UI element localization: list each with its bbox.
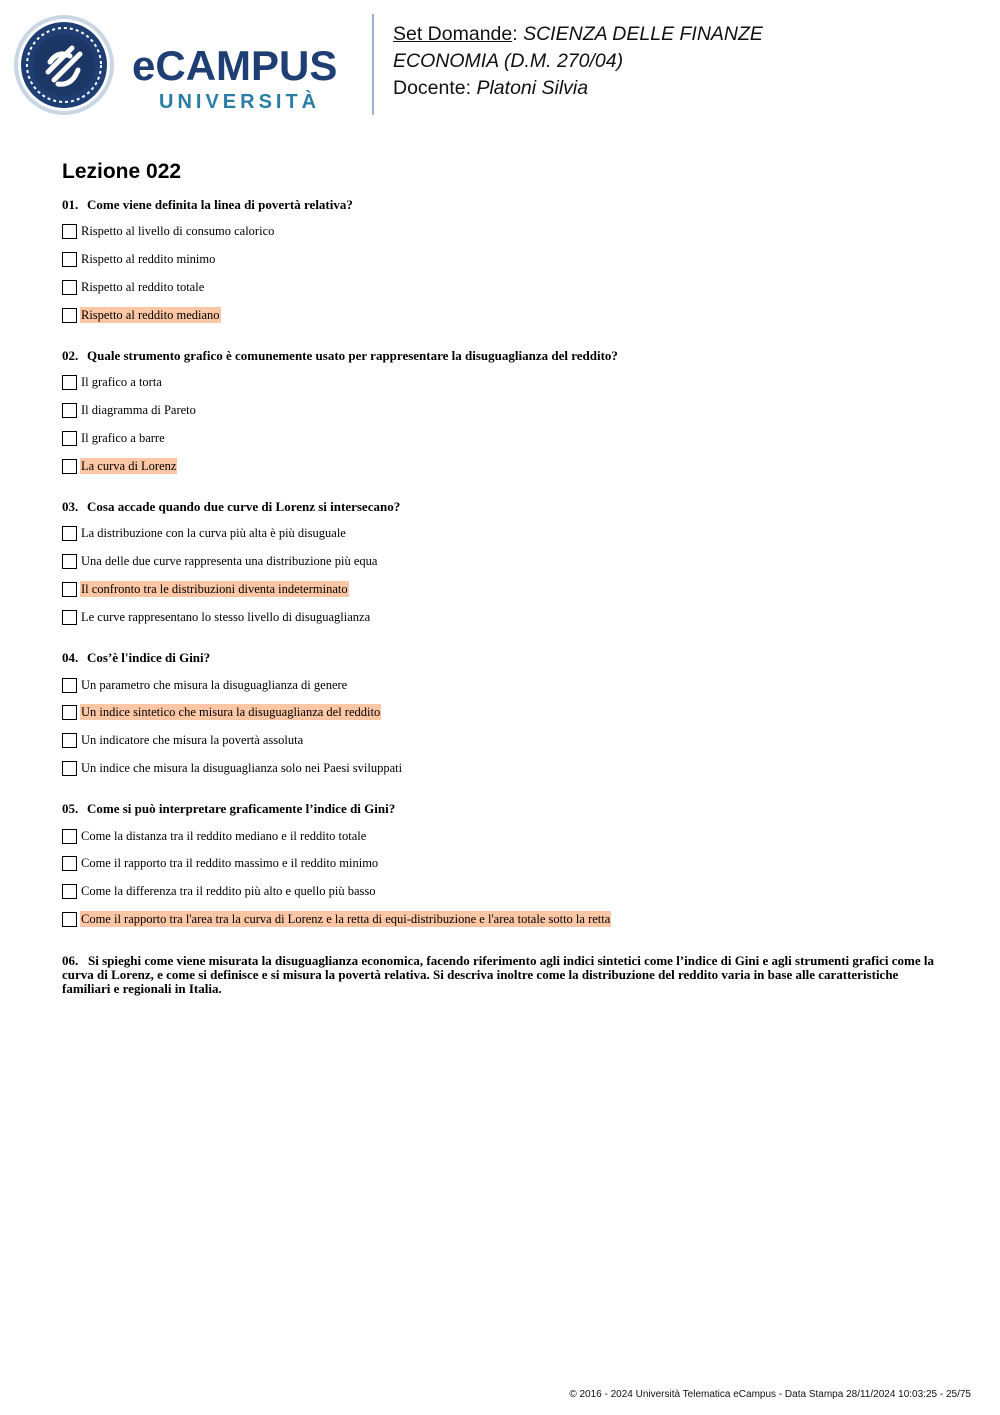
- option-4-1[interactable]: [62, 677, 348, 693]
- checkbox[interactable]: [62, 884, 77, 899]
- checkbox[interactable]: [62, 705, 77, 720]
- option-label: Come il rapporto tra l'area tra la curva di Lorenz e la retta di equi-distribuzione e l'area totale sotto la retta: [81, 912, 611, 926]
- option-label: Come la differenza tra il reddito più alto e quello più basso: [81, 884, 376, 898]
- ecampus-logo: [14, 14, 359, 116]
- checkbox[interactable]: [62, 403, 77, 418]
- ecampus-seal-icon: [14, 14, 359, 116]
- logo-wordmark: eCAMPUS: [132, 42, 338, 89]
- question-number: 01.: [62, 197, 79, 212]
- question-text: Cosa accade quando due curve di Lorenz si intersecano?: [87, 499, 401, 514]
- question-text: Come viene definita la linea di povertà relativa?: [87, 197, 353, 212]
- checkbox[interactable]: [62, 431, 77, 446]
- option-2-3[interactable]: [62, 430, 166, 446]
- option-3-1[interactable]: [62, 525, 347, 541]
- checkbox[interactable]: [62, 733, 77, 748]
- question-5: [62, 802, 395, 816]
- course-line-2: ECONOMIA (D.M. 270/04): [393, 50, 624, 72]
- option-label: Il grafico a barre: [81, 431, 165, 445]
- checkbox[interactable]: [62, 252, 77, 267]
- option-label: La curva di Lorenz: [81, 459, 177, 473]
- header-info: [393, 21, 763, 102]
- set-separator: :: [512, 23, 524, 45]
- option-2-2[interactable]: [62, 402, 197, 418]
- teacher-line: [393, 75, 763, 102]
- question-number: 04.: [62, 650, 79, 665]
- option-label: Rispetto al reddito totale: [81, 280, 205, 294]
- option-label: La distribuzione con la curva più alta è più disuguale: [81, 526, 346, 540]
- checkbox[interactable]: [62, 856, 77, 871]
- option-4-4[interactable]: [62, 760, 403, 776]
- checkbox[interactable]: [62, 375, 77, 390]
- teacher-label: Docente:: [393, 77, 477, 99]
- question-number: 02.: [62, 348, 79, 363]
- checkbox[interactable]: [62, 280, 77, 295]
- question-number: 05.: [62, 801, 79, 816]
- option-label: Il grafico a torta: [81, 375, 162, 389]
- option-5-2[interactable]: [62, 855, 379, 871]
- checkbox[interactable]: [62, 554, 77, 569]
- option-2-4-correct[interactable]: [62, 458, 177, 474]
- option-4-3[interactable]: [62, 732, 304, 748]
- question-3: [62, 500, 400, 514]
- option-label: Come il rapporto tra il reddito massimo e il reddito minimo: [81, 856, 379, 870]
- question-2: [62, 349, 618, 363]
- checkbox[interactable]: [62, 678, 77, 693]
- option-label: Rispetto al reddito mediano: [81, 308, 220, 322]
- set-label: Set Domande: [393, 23, 513, 45]
- checkbox[interactable]: [62, 459, 77, 474]
- question-number: 06.: [62, 953, 79, 968]
- option-3-2[interactable]: [62, 553, 378, 569]
- option-label: Il diagramma di Pareto: [81, 403, 196, 417]
- checkbox[interactable]: [62, 829, 77, 844]
- course-line-1: [393, 21, 763, 48]
- option-label: Un indice sintetico che misura la disuguaglianza del reddito: [81, 705, 381, 719]
- option-5-1[interactable]: [62, 828, 367, 844]
- question-number: 03.: [62, 499, 79, 514]
- question-text: Si spieghi come viene misurata la disuguaglianza economica, facendo riferimento agli indici sintetici come l’indice di Gini e agli strumenti grafici come la curva di Lorenz, e come si definisce e si misura la povertà relativa. Si descriva inoltre come la distribuzione del reddito varia in base alle caratteristiche familiari e regionali in Italia.: [62, 953, 934, 996]
- lesson-title: Lezione 022: [62, 160, 182, 183]
- option-label: Un indicatore che misura la povertà assoluta: [81, 733, 304, 747]
- option-label: Come la distanza tra il reddito mediano e il reddito totale: [81, 829, 367, 843]
- question-text: Cos’è l'indice di Gini?: [87, 650, 211, 665]
- option-3-4[interactable]: [62, 609, 371, 625]
- page-footer: © 2016 - 2024 Università Telematica eCampus - Data Stampa 28/11/2024 10:03:25 - 25/75: [569, 1389, 971, 1400]
- option-1-1[interactable]: [62, 223, 275, 239]
- checkbox[interactable]: [62, 582, 77, 597]
- option-2-1[interactable]: [62, 374, 163, 390]
- option-label: Rispetto al livello di consumo calorico: [81, 224, 275, 238]
- checkbox[interactable]: [62, 610, 77, 625]
- checkbox[interactable]: [62, 761, 77, 776]
- option-1-3[interactable]: [62, 279, 205, 295]
- option-label: Il confronto tra le distribuzioni diventa indeterminato: [81, 582, 348, 596]
- question-1: [62, 198, 353, 212]
- option-label: Un indice che misura la disuguaglianza solo nei Paesi sviluppati: [81, 761, 403, 775]
- checkbox[interactable]: [62, 526, 77, 541]
- option-1-4-correct[interactable]: [62, 307, 221, 323]
- option-5-3[interactable]: [62, 883, 376, 899]
- teacher-name: Platoni Silvia: [476, 77, 589, 99]
- question-text: Come si può interpretare graficamente l’indice di Gini?: [87, 801, 396, 816]
- option-label: Rispetto al reddito minimo: [81, 252, 216, 266]
- option-label: Un parametro che misura la disuguaglianza di genere: [81, 678, 348, 692]
- option-3-3-correct[interactable]: [62, 581, 349, 597]
- question-6-open: [62, 954, 942, 996]
- option-5-4-correct[interactable]: [62, 911, 611, 927]
- logo-subtitle: UNIVERSITÀ: [159, 91, 321, 113]
- checkbox[interactable]: [62, 224, 77, 239]
- checkbox[interactable]: [62, 308, 77, 323]
- question-text: Quale strumento grafico è comunemente usato per rappresentare la disuguaglianza del reddito?: [87, 348, 618, 363]
- option-label: Le curve rappresentano lo stesso livello di disuguaglianza: [81, 610, 371, 624]
- question-4: [62, 651, 210, 665]
- header-divider: [372, 14, 374, 115]
- option-4-2-correct[interactable]: [62, 704, 381, 720]
- option-label: Una delle due curve rappresenta una distribuzione più equa: [81, 554, 378, 568]
- option-1-2[interactable]: [62, 251, 216, 267]
- course-name: SCIENZA DELLE FINANZE: [523, 23, 763, 45]
- checkbox[interactable]: [62, 912, 77, 927]
